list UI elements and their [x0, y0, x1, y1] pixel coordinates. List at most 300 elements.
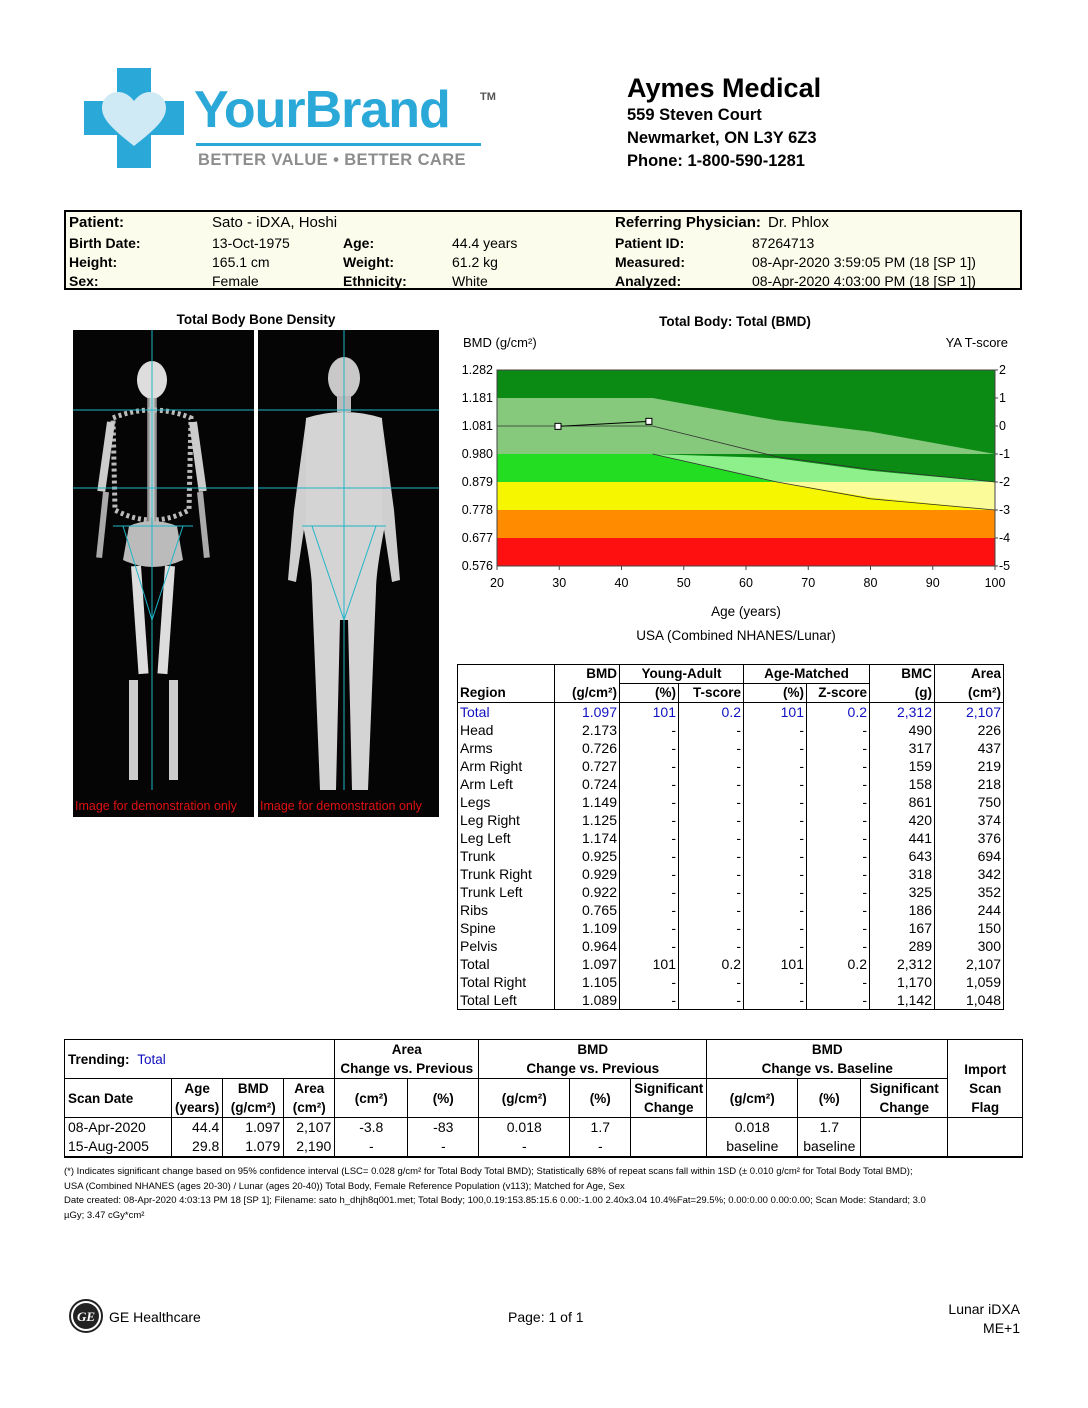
col-am-pct: (%) — [744, 684, 807, 703]
region-row — [458, 793, 1004, 811]
region-cell: - — [679, 739, 744, 757]
trend-cell: baseline — [707, 1137, 798, 1157]
trend-cell: -83 — [408, 1118, 479, 1138]
region-cell: - — [807, 991, 870, 1010]
region-cell: 0.726 — [555, 739, 620, 757]
region-cell: - — [744, 829, 807, 847]
trend-cell: 1.097 — [223, 1118, 284, 1138]
region-cell: - — [807, 901, 870, 919]
region-cell: 0.724 — [555, 775, 620, 793]
region-cell: - — [807, 847, 870, 865]
region-name: Trunk Left — [458, 883, 555, 901]
region-cell: - — [744, 901, 807, 919]
region-cell: 0.765 — [555, 901, 620, 919]
trend-cell: 0.018 — [479, 1118, 570, 1138]
region-cell: - — [620, 739, 679, 757]
analyzed-value: 08-Apr-2020 4:03:00 PM (18 [SP 1]) — [752, 273, 976, 289]
y2-tick-label: 0 — [999, 419, 1006, 433]
col-region: Region — [458, 684, 555, 703]
region-cell: 0.2 — [807, 703, 870, 722]
region-cell: 437 — [935, 739, 1004, 757]
region-cell: 158 — [870, 775, 935, 793]
bmd-chart — [450, 305, 1030, 650]
age-label: Age: — [343, 235, 375, 251]
patient-id-label: Patient ID: — [615, 235, 685, 251]
trend-cell: - — [408, 1137, 479, 1157]
skeleton-illustration — [73, 330, 254, 817]
region-cell: 374 — [935, 811, 1004, 829]
region-cell: - — [744, 991, 807, 1010]
region-cell: 0.929 — [555, 865, 620, 883]
trend-cell — [631, 1137, 707, 1157]
y2-tick-label: 1 — [999, 391, 1006, 405]
x-tick-label: 50 — [676, 576, 691, 590]
region-cell: 186 — [870, 901, 935, 919]
footnote — [64, 1165, 1024, 1223]
region-cell: 0.2 — [807, 955, 870, 973]
region-cell: - — [620, 811, 679, 829]
region-cell: 1.149 — [555, 793, 620, 811]
region-cell: - — [807, 757, 870, 775]
patient-id: 87264713 — [752, 235, 815, 251]
sex-value: Female — [212, 273, 259, 289]
region-row — [458, 901, 1004, 919]
trending-region: Total — [137, 1051, 166, 1067]
region-cell: - — [620, 775, 679, 793]
measured-label: Measured: — [615, 254, 686, 270]
measured-value: 08-Apr-2020 3:59:05 PM (18 [SP 1]) — [752, 254, 976, 270]
region-cell: 1,170 — [870, 973, 935, 991]
trend-cell: -3.8 — [335, 1118, 408, 1138]
birth-date-label: Birth Date: — [69, 235, 141, 251]
region-cell: 2,312 — [870, 703, 935, 722]
region-cell: - — [807, 919, 870, 937]
col-bmc: BMC — [870, 665, 935, 684]
import-head: Import — [948, 1040, 1023, 1079]
trend-cell: 29.8 — [172, 1137, 223, 1157]
region-cell: 0.2 — [679, 703, 744, 722]
brand-trademark: TM — [480, 91, 496, 103]
region-cell: - — [807, 775, 870, 793]
region-cell: 0.964 — [555, 937, 620, 955]
region-cell: - — [620, 865, 679, 883]
data-point — [555, 423, 561, 429]
region-cell: 219 — [935, 757, 1004, 775]
footer-vendor: GE Healthcare — [109, 1309, 201, 1325]
region-cell: - — [679, 901, 744, 919]
region-name: Leg Right — [458, 811, 555, 829]
svg-text:GE: GE — [76, 1309, 96, 1324]
region-cell: - — [744, 811, 807, 829]
region-cell: - — [744, 721, 807, 739]
region-cell: - — [679, 865, 744, 883]
y-tick-label: 0.576 — [461, 559, 493, 573]
scan-date-head: Scan Date — [65, 1079, 172, 1118]
region-cell: - — [620, 973, 679, 991]
region-cell: 0.925 — [555, 847, 620, 865]
region-name: Head — [458, 721, 555, 739]
region-cell: - — [679, 883, 744, 901]
age-unit: (years) — [175, 1100, 220, 1115]
region-cell: 244 — [935, 901, 1004, 919]
region-cell: - — [620, 793, 679, 811]
region-cell: 317 — [870, 739, 935, 757]
trend-cell — [861, 1137, 948, 1157]
region-row — [458, 973, 1004, 991]
x-tick-label: 80 — [863, 576, 878, 590]
footer-page-number: Page: 1 of 1 — [508, 1309, 584, 1325]
trend-cell — [631, 1118, 707, 1138]
demo-watermark: Image for demonstration only — [260, 799, 422, 813]
trend-cell: 44.4 — [172, 1118, 223, 1138]
region-cell: 376 — [935, 829, 1004, 847]
region-cell: 643 — [870, 847, 935, 865]
trend-cell: 1.7 — [798, 1118, 861, 1138]
region-cell: 1,142 — [870, 991, 935, 1010]
area-unit: (cm²) — [292, 1100, 326, 1115]
region-cell: - — [620, 937, 679, 955]
region-name: Legs — [458, 793, 555, 811]
region-row — [458, 865, 1004, 883]
chart-x-label: Age (years) — [711, 604, 781, 619]
region-cell: - — [620, 847, 679, 865]
region-row — [458, 721, 1004, 739]
region-cell: 1,048 — [935, 991, 1004, 1010]
trend-cell: 2,107 — [284, 1118, 335, 1138]
region-cell: 300 — [935, 937, 1004, 955]
trend-cell: 1.079 — [223, 1137, 284, 1157]
region-name: Total Right — [458, 973, 555, 991]
body-silhouette-illustration — [258, 330, 439, 817]
data-point — [646, 418, 652, 424]
region-name: Leg Left — [458, 829, 555, 847]
region-cell: 101 — [620, 955, 679, 973]
trend-cell: - — [570, 1137, 631, 1157]
footer-device-code: ME+1 — [983, 1320, 1020, 1336]
region-cell: - — [744, 847, 807, 865]
region-row — [458, 811, 1004, 829]
region-cell: - — [807, 883, 870, 901]
clinic-address-2: Newmarket, ON L3Y 6Z3 — [627, 129, 817, 147]
referring-physician: Dr. Phlox — [768, 214, 829, 231]
region-cell: 167 — [870, 919, 935, 937]
y2-tick-label: -1 — [999, 447, 1011, 461]
y-tick-label: 1.181 — [461, 391, 493, 405]
sig-head-2: Change — [644, 1100, 694, 1115]
region-cell: 318 — [870, 865, 935, 883]
footnote-line: µGy; 3.47 cGy*cm² — [64, 1209, 145, 1221]
region-row — [458, 775, 1004, 793]
region-cell: - — [679, 991, 744, 1010]
y2-tick-label: -3 — [999, 503, 1011, 517]
region-row — [458, 739, 1004, 757]
region-cell: - — [679, 721, 744, 739]
region-cell: 159 — [870, 757, 935, 775]
region-cell: 1.097 — [555, 703, 620, 722]
clinic-info — [627, 72, 821, 173]
y-tick-label: 0.778 — [461, 503, 493, 517]
region-cell: - — [807, 973, 870, 991]
region-name: Trunk — [458, 847, 555, 865]
col-young-adult: Young-Adult — [620, 665, 744, 684]
region-row — [458, 829, 1004, 847]
patient-name: Sato - iDXA, Hoshi — [212, 214, 338, 231]
x-tick-label: 60 — [739, 576, 753, 590]
region-cell: - — [620, 991, 679, 1010]
x-tick-label: 100 — [984, 576, 1006, 590]
scan-title: Total Body Bone Density — [176, 312, 336, 327]
region-cell: - — [807, 811, 870, 829]
trend-cell — [948, 1118, 1023, 1138]
area-change-head: Area — [391, 1042, 422, 1057]
referring-label: Referring Physician: — [615, 214, 761, 231]
trending-label: Trending: — [68, 1051, 130, 1067]
region-cell: - — [807, 721, 870, 739]
region-row — [458, 919, 1004, 937]
brand-logo-icon — [84, 68, 184, 168]
region-name: Spine — [458, 919, 555, 937]
region-row — [458, 703, 1004, 722]
sig-head: Significant — [634, 1081, 704, 1096]
region-cell: - — [744, 919, 807, 937]
region-cell: 289 — [870, 937, 935, 955]
region-cell: 441 — [870, 829, 935, 847]
region-name: Arm Right — [458, 757, 555, 775]
region-cell: 0.727 — [555, 757, 620, 775]
region-name: Total — [458, 955, 555, 973]
region-cell: - — [620, 919, 679, 937]
region-cell: 352 — [935, 883, 1004, 901]
region-results-table — [457, 664, 1004, 1010]
region-row — [458, 955, 1004, 973]
region-name: Pelvis — [458, 937, 555, 955]
footnote-line: Date created: 08-Apr-2020 4:03:13 PM 18 [SP 1]; Filename: sato h_dhjh8q001.met; Total Body; 100,0.19:153.85:15.6 0.00:-1.00 2.40x3.04 10.4%Fat=29.5%; 0.00:0.00 0.00:0.00; Scan Mode: Standard; 3.0 — [64, 1195, 926, 1206]
y2-tick-label: 2 — [999, 363, 1006, 377]
ethnicity-value: White — [452, 273, 488, 289]
trend-cell: 1.7 — [570, 1118, 631, 1138]
region-cell: - — [620, 757, 679, 775]
x-tick-label: 30 — [552, 576, 567, 590]
patient-label: Patient: — [69, 214, 125, 231]
region-name: Ribs — [458, 901, 555, 919]
y-tick-label: 0.980 — [461, 447, 493, 461]
col-bmc-unit: (g) — [870, 684, 935, 703]
region-cell: 2,107 — [935, 703, 1004, 722]
region-cell: - — [620, 883, 679, 901]
region-cell: - — [679, 829, 744, 847]
col-age-matched: Age-Matched — [744, 665, 870, 684]
chart-y2-label: YA T-score — [945, 335, 1008, 350]
bmd-change-sub: Change vs. Previous — [526, 1061, 660, 1076]
region-name: Total Left — [458, 991, 555, 1010]
region-cell: 1.125 — [555, 811, 620, 829]
region-cell: - — [807, 937, 870, 955]
region-cell: 1.109 — [555, 919, 620, 937]
region-name: Arms — [458, 739, 555, 757]
height-label: Height: — [69, 254, 118, 270]
y-tick-label: 1.081 — [461, 419, 493, 433]
sigb-head: Significant — [869, 1081, 939, 1096]
region-name: Total — [458, 703, 555, 722]
region-cell: - — [744, 775, 807, 793]
region-cell: 2.173 — [555, 721, 620, 739]
region-cell: - — [679, 847, 744, 865]
brand-tagline: BETTER VALUE • BETTER CARE — [198, 151, 466, 169]
bmd-head: BMD — [237, 1081, 269, 1096]
col-z-score: Z-score — [807, 684, 870, 703]
bmd-gcm2-head: (g/cm²) — [479, 1079, 570, 1118]
region-cell: 101 — [620, 703, 679, 722]
region-cell: 1.174 — [555, 829, 620, 847]
region-cell: 226 — [935, 721, 1004, 739]
clinic-name: Aymes Medical — [627, 73, 822, 103]
age-head: Age — [184, 1081, 210, 1096]
sex-label: Sex: — [69, 273, 99, 289]
area-pct-head: (%) — [408, 1079, 479, 1118]
region-cell: 861 — [870, 793, 935, 811]
x-tick-label: 90 — [925, 576, 940, 590]
region-row — [458, 757, 1004, 775]
trend-scan-date: 08-Apr-2020 — [65, 1118, 172, 1138]
trend-row — [65, 1118, 1023, 1138]
col-area: Area — [935, 665, 1004, 684]
x-tick-label: 40 — [614, 576, 629, 590]
soft-tissue-scan-image — [258, 330, 439, 817]
area-head: Area — [294, 1081, 325, 1096]
chart-title: Total Body: Total (BMD) — [659, 314, 811, 329]
region-cell: 0.2 — [679, 955, 744, 973]
bmd-change-head: BMD — [577, 1042, 609, 1057]
region-cell: 1.105 — [555, 973, 620, 991]
analyzed-label: Analyzed: — [615, 273, 682, 289]
weight-label: Weight: — [343, 254, 395, 270]
region-name: Arm Left — [458, 775, 555, 793]
footnote-line: USA (Combined NHANES (ages 20-30) / Lunar (ages 20-40)) Total Body, Female Reference Population (v113); Matched for Age, Sex — [64, 1180, 625, 1192]
region-cell: - — [620, 721, 679, 739]
x-tick-label: 70 — [801, 576, 816, 590]
region-cell: - — [679, 775, 744, 793]
region-cell: - — [807, 865, 870, 883]
region-cell: 694 — [935, 847, 1004, 865]
x-tick-label: 20 — [490, 576, 504, 590]
bmd-unit: (g/cm²) — [230, 1100, 276, 1115]
y2-tick-label: -2 — [999, 475, 1011, 489]
region-cell: 1,059 — [935, 973, 1004, 991]
region-row — [458, 937, 1004, 955]
region-name: Trunk Right — [458, 865, 555, 883]
region-cell: - — [679, 793, 744, 811]
region-cell: - — [679, 757, 744, 775]
region-cell: 1.089 — [555, 991, 620, 1010]
age-value: 44.4 years — [452, 235, 518, 251]
region-cell: 342 — [935, 865, 1004, 883]
region-row — [458, 991, 1004, 1010]
region-cell: - — [744, 883, 807, 901]
ge-logo-icon — [68, 1298, 104, 1334]
height-value: 165.1 cm — [212, 254, 270, 270]
clinic-address-1: 559 Steven Court — [627, 106, 762, 124]
region-cell: - — [807, 739, 870, 757]
y-tick-label: 0.879 — [461, 475, 493, 489]
demo-watermark: Image for demonstration only — [75, 799, 237, 813]
region-cell: 2,312 — [870, 955, 935, 973]
region-cell: 490 — [870, 721, 935, 739]
weight-value: 61.2 kg — [452, 254, 498, 270]
col-bmd: BMD — [555, 665, 620, 684]
region-row — [458, 847, 1004, 865]
region-cell: 101 — [744, 703, 807, 722]
trend-row — [65, 1137, 1023, 1157]
region-cell: - — [679, 919, 744, 937]
skeleton-scan-image — [73, 330, 254, 817]
trend-cell: - — [479, 1137, 570, 1157]
region-cell: - — [744, 865, 807, 883]
trend-cell: - — [335, 1137, 408, 1157]
region-cell: 150 — [935, 919, 1004, 937]
region-cell: - — [679, 937, 744, 955]
footer-device-name: Lunar iDXA — [948, 1301, 1020, 1317]
bmdb-gcm2-head: (g/cm²) — [707, 1079, 798, 1118]
ethnicity-label: Ethnicity: — [343, 273, 407, 289]
trend-cell — [861, 1118, 948, 1138]
region-cell: 2,107 — [935, 955, 1004, 973]
y2-tick-label: -4 — [999, 531, 1011, 545]
region-cell: 101 — [744, 955, 807, 973]
bmdb-pct-head: (%) — [798, 1079, 861, 1118]
footer-device — [900, 1300, 1020, 1338]
trend-cell: 2,190 — [284, 1137, 335, 1157]
trend-cell — [948, 1137, 1023, 1157]
bmd-pct-head: (%) — [570, 1079, 631, 1118]
area-change-sub: Change vs. Previous — [340, 1061, 474, 1076]
col-area-unit: (cm²) — [935, 684, 1004, 703]
region-cell: - — [744, 937, 807, 955]
birth-date: 13-Oct-1975 — [212, 235, 290, 251]
trend-scan-date: 15-Aug-2005 — [65, 1137, 172, 1157]
region-cell: 1.097 — [555, 955, 620, 973]
region-cell: 218 — [935, 775, 1004, 793]
region-cell: 0.922 — [555, 883, 620, 901]
region-cell: 325 — [870, 883, 935, 901]
region-cell: - — [744, 757, 807, 775]
col-t-score: T-score — [679, 684, 744, 703]
area-cm2-head: (cm²) — [335, 1079, 408, 1118]
clinic-phone: Phone: 1-800-590-1281 — [627, 152, 805, 170]
footnote-line: (*) Indicates significant change based on 95% confidence interval (LSC= 0.028 g/cm² for Total Body Total BMD); Statistically 68% of repeat scans fall within 1SD (± 0.010 g/cm² for Total Body Total BMD); — [64, 1166, 913, 1177]
y-tick-label: 0.677 — [461, 531, 493, 545]
y2-tick-label: -5 — [999, 559, 1011, 573]
region-cell: - — [807, 793, 870, 811]
region-cell: - — [744, 973, 807, 991]
col-bmd-unit: (g/cm²) — [555, 684, 620, 703]
region-cell: - — [620, 829, 679, 847]
region-row — [458, 883, 1004, 901]
region-cell: - — [679, 811, 744, 829]
region-cell: - — [620, 901, 679, 919]
region-cell: - — [679, 973, 744, 991]
scan-flag-head-2: Flag — [971, 1099, 1000, 1115]
region-cell: - — [807, 829, 870, 847]
chart-y-label: BMD (g/cm²) — [463, 335, 537, 350]
y-tick-label: 1.282 — [461, 363, 493, 377]
brand-underline — [196, 143, 481, 146]
trending-table — [64, 1039, 1023, 1158]
brand-name: YourBrand — [194, 81, 450, 139]
band-red — [497, 538, 995, 566]
chart-reference: USA (Combined NHANES/Lunar) — [636, 628, 836, 643]
trend-cell: baseline — [798, 1137, 861, 1157]
col-ya-pct: (%) — [620, 684, 679, 703]
